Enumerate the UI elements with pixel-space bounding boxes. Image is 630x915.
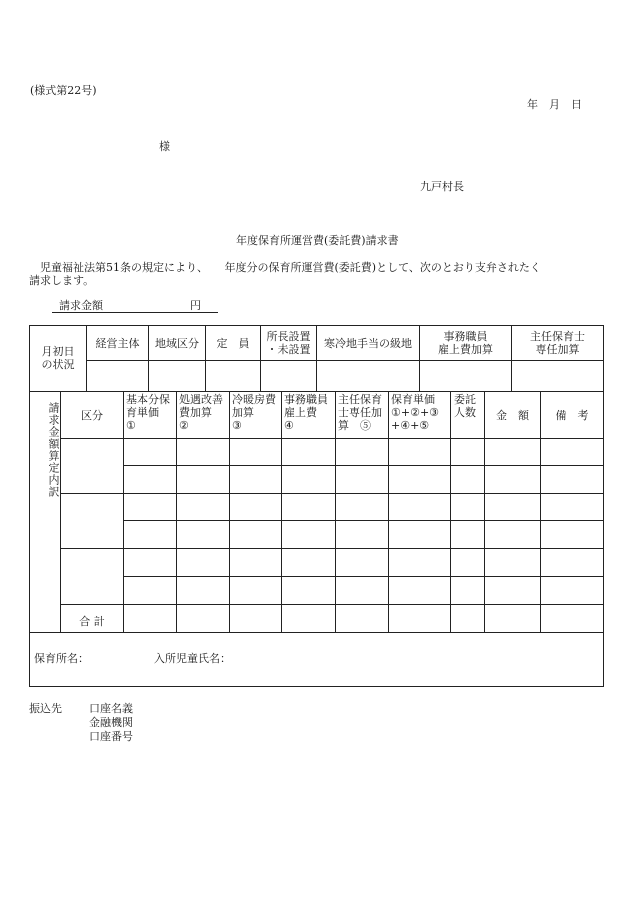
total-label: 合 計 (79, 614, 105, 628)
header-cold-allowance: 寒冷地手当の級地 (324, 336, 412, 350)
header-unit-price: 保育単価 ①+②+③ +④+⑤ (391, 393, 440, 432)
header-remarks: 備 考 (555, 408, 589, 422)
calculation-side-label: 請求金額算定内訳 (47, 402, 60, 498)
transfer-account-holder: 口座名義 (89, 702, 133, 715)
child-name-label: 入所児童氏名： (154, 652, 231, 665)
header-base-unit: 基本分保 育単価 ① (126, 393, 170, 432)
nursery-name-label: 保育所名： (34, 652, 89, 665)
header-chief-bonus: 主任保育 士専任加 算 ⑤ (338, 393, 382, 432)
header-capacity: 定 員 (216, 336, 250, 350)
form-number: (様式第22号) (30, 84, 97, 97)
issuer-name: 九戸村長 (420, 180, 464, 193)
date-line: 年 月 日 (527, 98, 582, 111)
header-clerk-hire: 事務職員 雇上費 ④ (284, 393, 328, 432)
status-row-header-line2: の状況 (41, 358, 75, 371)
addressee-suffix: 様 (159, 140, 170, 153)
body-text-line1: 児童福祉法第51条の規定により、 年度分の保育所運営費(委託費)として、次のとおり支弁されたく (40, 261, 541, 274)
transfer-account-number: 口座番号 (89, 730, 133, 743)
header-clerk-cost: 事務職員 雇上費加算 (438, 330, 493, 356)
header-treatment-bonus: 処遇改善 費加算 ② (179, 393, 223, 432)
header-category: 区分 (81, 408, 103, 422)
header-heating-bonus: 冷暖房費 加算 ③ (232, 393, 276, 432)
transfer-label: 振込先 (29, 702, 62, 715)
header-consigned-count: 委託 人数 (454, 393, 476, 419)
header-amount: 金 額 (496, 408, 529, 422)
header-chief-caregiver: 主任保育士 専任加算 (530, 330, 585, 356)
header-director: 所長設置 ・未設置 (266, 330, 311, 356)
document-title: 年度保育所運営費(委託費)請求書 (236, 234, 399, 247)
status-row-header (30, 340, 86, 376)
amount-unit: 円 (190, 299, 201, 312)
body-text-line2: 請求します。 (29, 274, 95, 287)
amount-label: 請求金額 (59, 299, 103, 312)
amount-underline (52, 312, 218, 313)
transfer-bank: 金融機関 (89, 716, 133, 729)
header-region-class: 地域区分 (155, 336, 199, 350)
status-row-header-line1: 月初日 (41, 345, 75, 358)
header-operating-entity: 経営主体 (95, 336, 140, 350)
